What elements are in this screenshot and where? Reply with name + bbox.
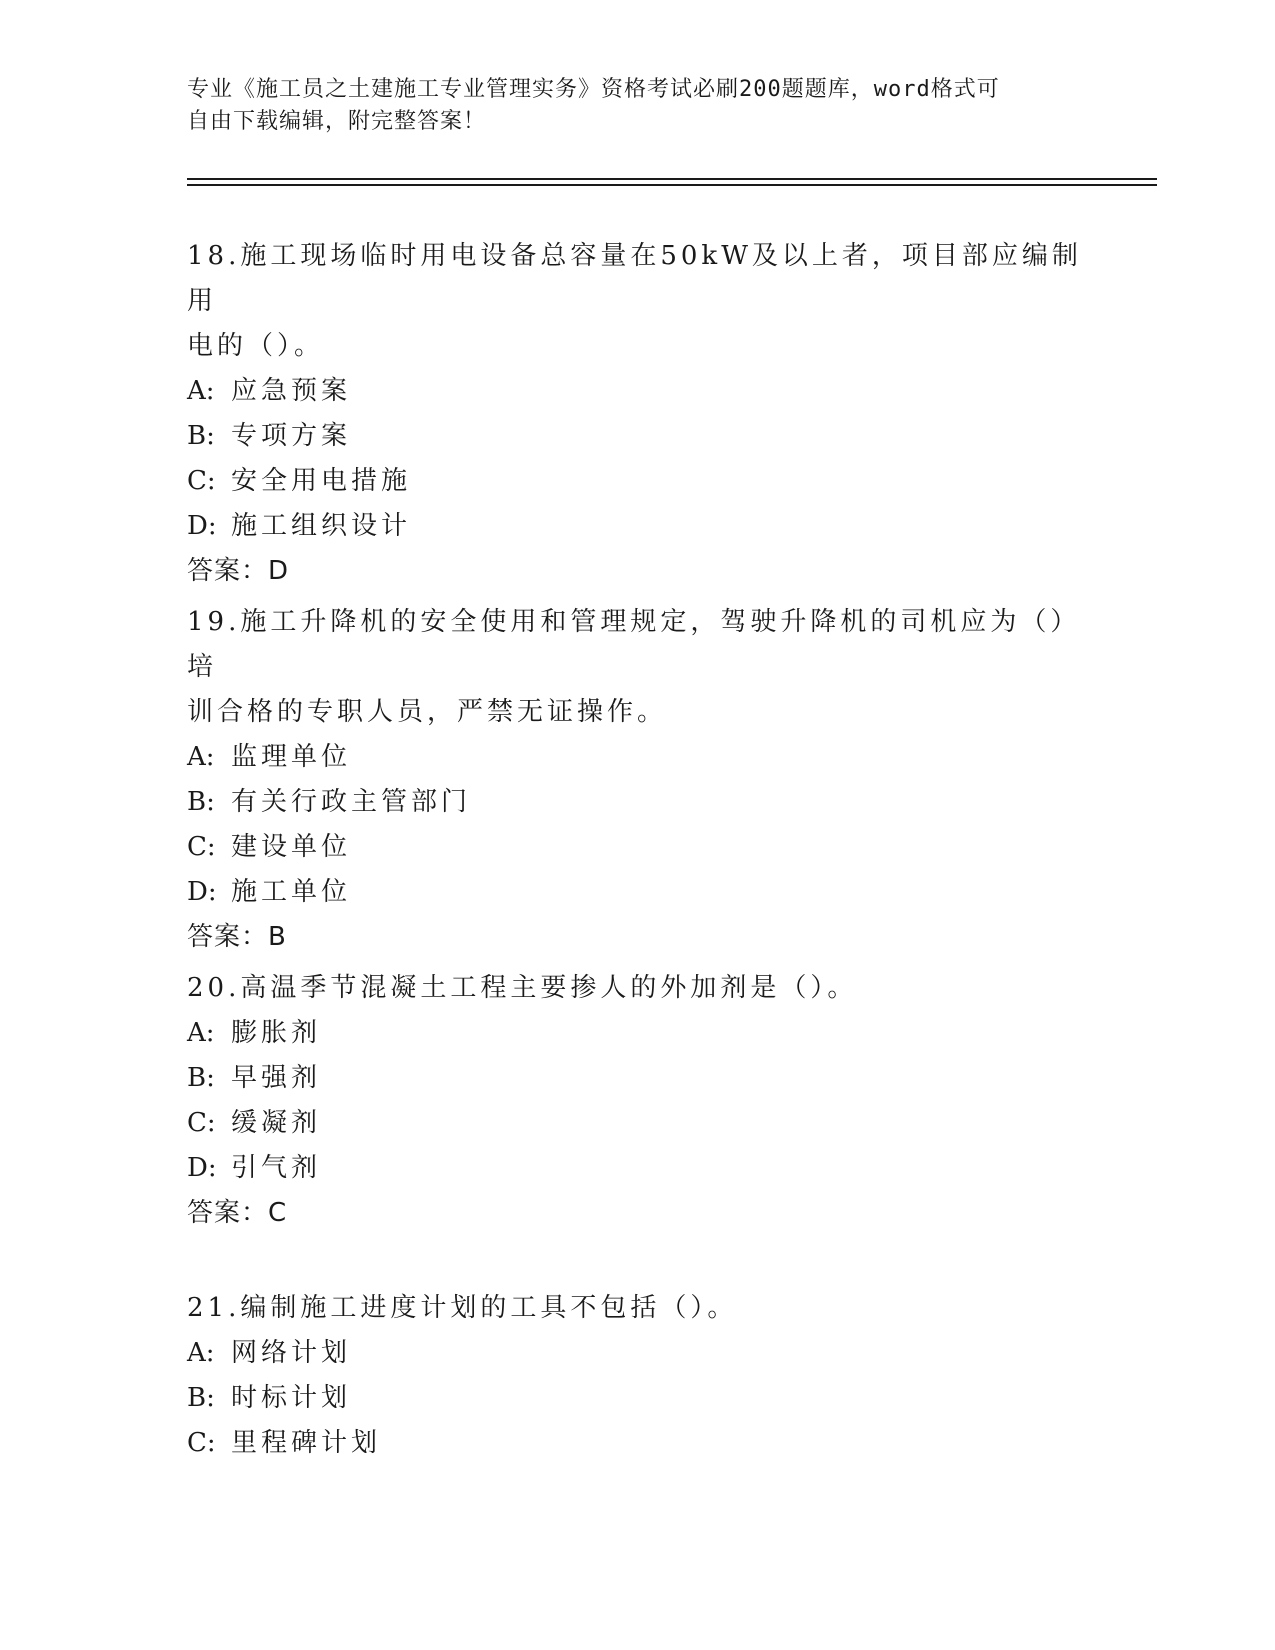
option-text: 施工组织设计 xyxy=(231,511,412,541)
option-text: 里程碑计划 xyxy=(231,1428,382,1458)
question-stem: 18.施工现场临时用电设备总容量在50kW及以上者，项目部应编制用 xyxy=(187,241,1082,316)
option-key: A: xyxy=(187,1338,215,1368)
option-d xyxy=(187,504,1087,549)
option-text: 缓凝剂 xyxy=(231,1108,322,1138)
question-18 xyxy=(187,234,1087,594)
option-key: C: xyxy=(187,1428,216,1458)
option-c xyxy=(187,459,1087,504)
answer: 答案：D xyxy=(187,556,290,586)
answer: 答案：C xyxy=(187,1198,288,1228)
question-stem: 19.施工升降机的安全使用和管理规定，驾驶升降机的司机应为（）培 xyxy=(187,607,1081,682)
option-a xyxy=(187,1011,1087,1056)
option-key: B: xyxy=(187,1383,215,1413)
option-key: A: xyxy=(187,1018,215,1048)
question-19 xyxy=(187,600,1087,960)
option-a xyxy=(187,735,1087,780)
option-key: A: xyxy=(187,742,215,772)
header-divider-top xyxy=(187,178,1157,180)
option-b xyxy=(187,1376,1087,1421)
option-key: D: xyxy=(187,1153,217,1183)
option-key: C: xyxy=(187,832,216,862)
option-text: 网络计划 xyxy=(231,1338,352,1368)
header-line-2: 自由下载编辑，附完整答案！ xyxy=(187,109,487,134)
option-text: 施工单位 xyxy=(231,877,352,907)
option-a xyxy=(187,1331,1087,1376)
option-text: 膨胀剂 xyxy=(231,1018,322,1048)
question-stem: 20.高温季节混凝土工程主要掺人的外加剂是（）。 xyxy=(187,973,858,1003)
option-c xyxy=(187,825,1087,870)
document-header xyxy=(187,74,1067,138)
option-text: 专项方案 xyxy=(231,421,352,451)
option-key: D: xyxy=(187,511,217,541)
question-stem-continued: 电的（）。 xyxy=(187,331,325,361)
option-b xyxy=(187,414,1087,459)
option-key: B: xyxy=(187,787,215,817)
option-a xyxy=(187,369,1087,414)
header-divider-bottom xyxy=(187,184,1157,186)
question-20 xyxy=(187,966,1087,1236)
option-text: 有关行政主管部门 xyxy=(231,787,472,817)
question-21 xyxy=(187,1286,1087,1466)
option-key: C: xyxy=(187,1108,216,1138)
option-c xyxy=(187,1421,1087,1466)
option-d xyxy=(187,870,1087,915)
header-line-1: 专业《施工员之土建施工专业管理实务》资格考试必刷200题题库，word格式可 xyxy=(187,77,1000,102)
answer: 答案：B xyxy=(187,922,287,952)
option-key: A: xyxy=(187,376,215,406)
option-b xyxy=(187,780,1087,825)
option-text: 安全用电措施 xyxy=(231,466,412,496)
option-text: 早强剂 xyxy=(231,1063,322,1093)
option-text: 时标计划 xyxy=(231,1383,352,1413)
option-c xyxy=(187,1101,1087,1146)
option-key: C: xyxy=(187,466,216,496)
question-stem: 21.编制施工进度计划的工具不包括（）。 xyxy=(187,1293,738,1323)
option-text: 引气剂 xyxy=(231,1153,322,1183)
option-text: 应急预案 xyxy=(231,376,352,406)
question-stem-continued: 训合格的专职人员，严禁无证操作。 xyxy=(187,697,668,727)
option-key: B: xyxy=(187,421,215,451)
option-text: 建设单位 xyxy=(231,832,352,862)
option-b xyxy=(187,1056,1087,1101)
option-key: B: xyxy=(187,1063,215,1093)
option-text: 监理单位 xyxy=(231,742,352,772)
option-d xyxy=(187,1146,1087,1191)
option-key: D: xyxy=(187,877,217,907)
